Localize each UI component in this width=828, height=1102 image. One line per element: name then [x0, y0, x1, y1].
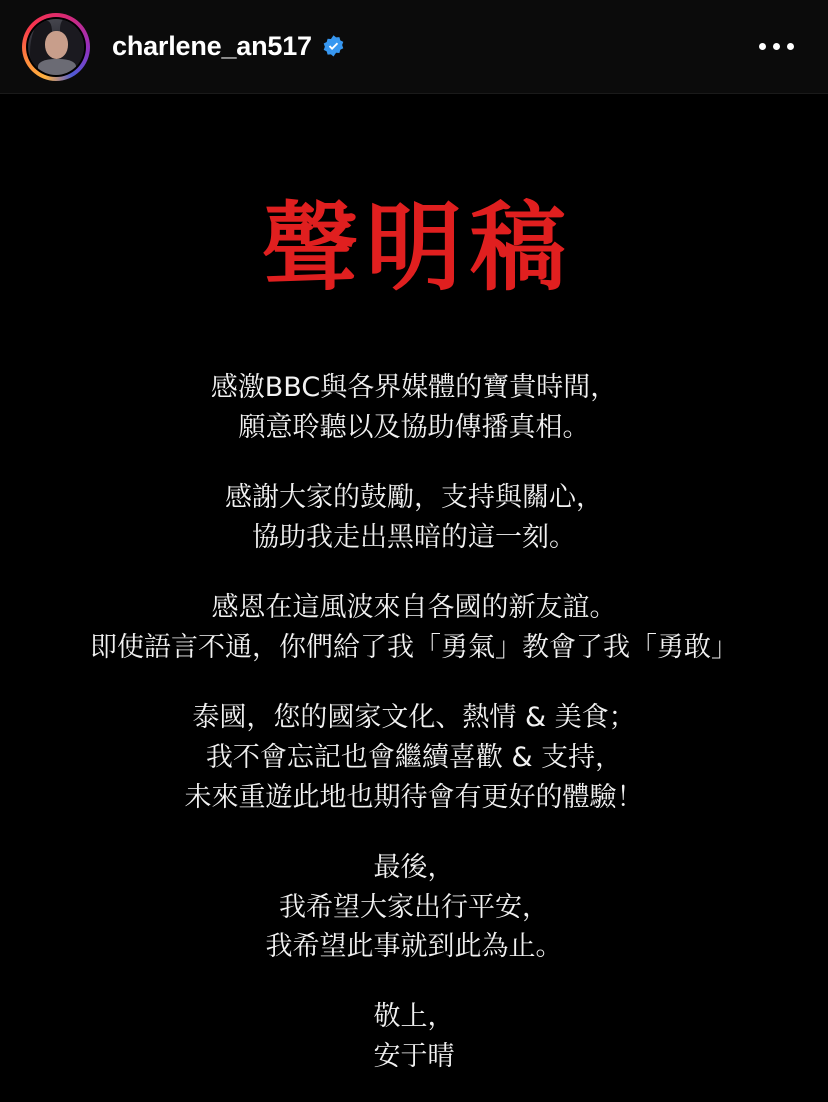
avatar-body: [38, 59, 76, 75]
avatar-face: [45, 31, 68, 59]
statement-title: 聲明稿: [262, 192, 574, 304]
avatar[interactable]: [22, 13, 90, 81]
statement-line: 願意聆聽以及協助傳播真相。: [238, 411, 590, 443]
statement-body: [34, 368, 794, 1077]
statement-line: 最後，: [373, 851, 455, 883]
statement-line: 我希望此事就到此為止。: [265, 931, 563, 963]
username-group[interactable]: [112, 31, 751, 62]
statement-line: 感謝大家的鼓勵，支持與關心，: [225, 481, 603, 513]
statement-line: 安于晴: [373, 1041, 455, 1073]
statement-paragraph: [34, 588, 794, 668]
statement-paragraph: [34, 848, 794, 968]
statement-line: 敬上，: [373, 1001, 455, 1033]
statement-signature: [34, 997, 794, 1077]
avatar-photo: [28, 19, 84, 75]
statement-paragraph: [34, 478, 794, 558]
post-image-content[interactable]: [0, 94, 828, 1102]
more-options-dot: [773, 43, 780, 50]
post-header: [0, 0, 828, 94]
username-label[interactable]: charlene_an517: [112, 31, 312, 61]
statement-line: 我不會忘記也會繼續喜歡 & 支持，: [205, 741, 623, 773]
more-options-dot: [787, 43, 794, 50]
avatar-inner: [26, 17, 86, 77]
statement-line: 感恩在這風波來自各國的新友誼。: [211, 591, 617, 623]
more-options-icon[interactable]: [751, 33, 802, 60]
statement-line: 泰國，您的國家文化、熱情 & 美食；: [192, 701, 636, 733]
statement-line: 感激BBC與各界媒體的寶貴時間，: [210, 372, 618, 403]
statement-line: 未來重遊此地也期待會有更好的體驗！: [184, 781, 644, 813]
more-options-dot: [759, 43, 766, 50]
statement-paragraph: [34, 698, 794, 818]
statement-line: 即使語言不通，你們給了我「勇氣」教會了我「勇敢」: [90, 631, 738, 663]
statement-paragraph: [34, 368, 794, 448]
verified-badge-icon: [321, 34, 346, 59]
statement-line: 協助我走出黑暗的這一刻。: [252, 521, 576, 553]
statement-line: 我希望大家出行平安，: [279, 891, 549, 923]
